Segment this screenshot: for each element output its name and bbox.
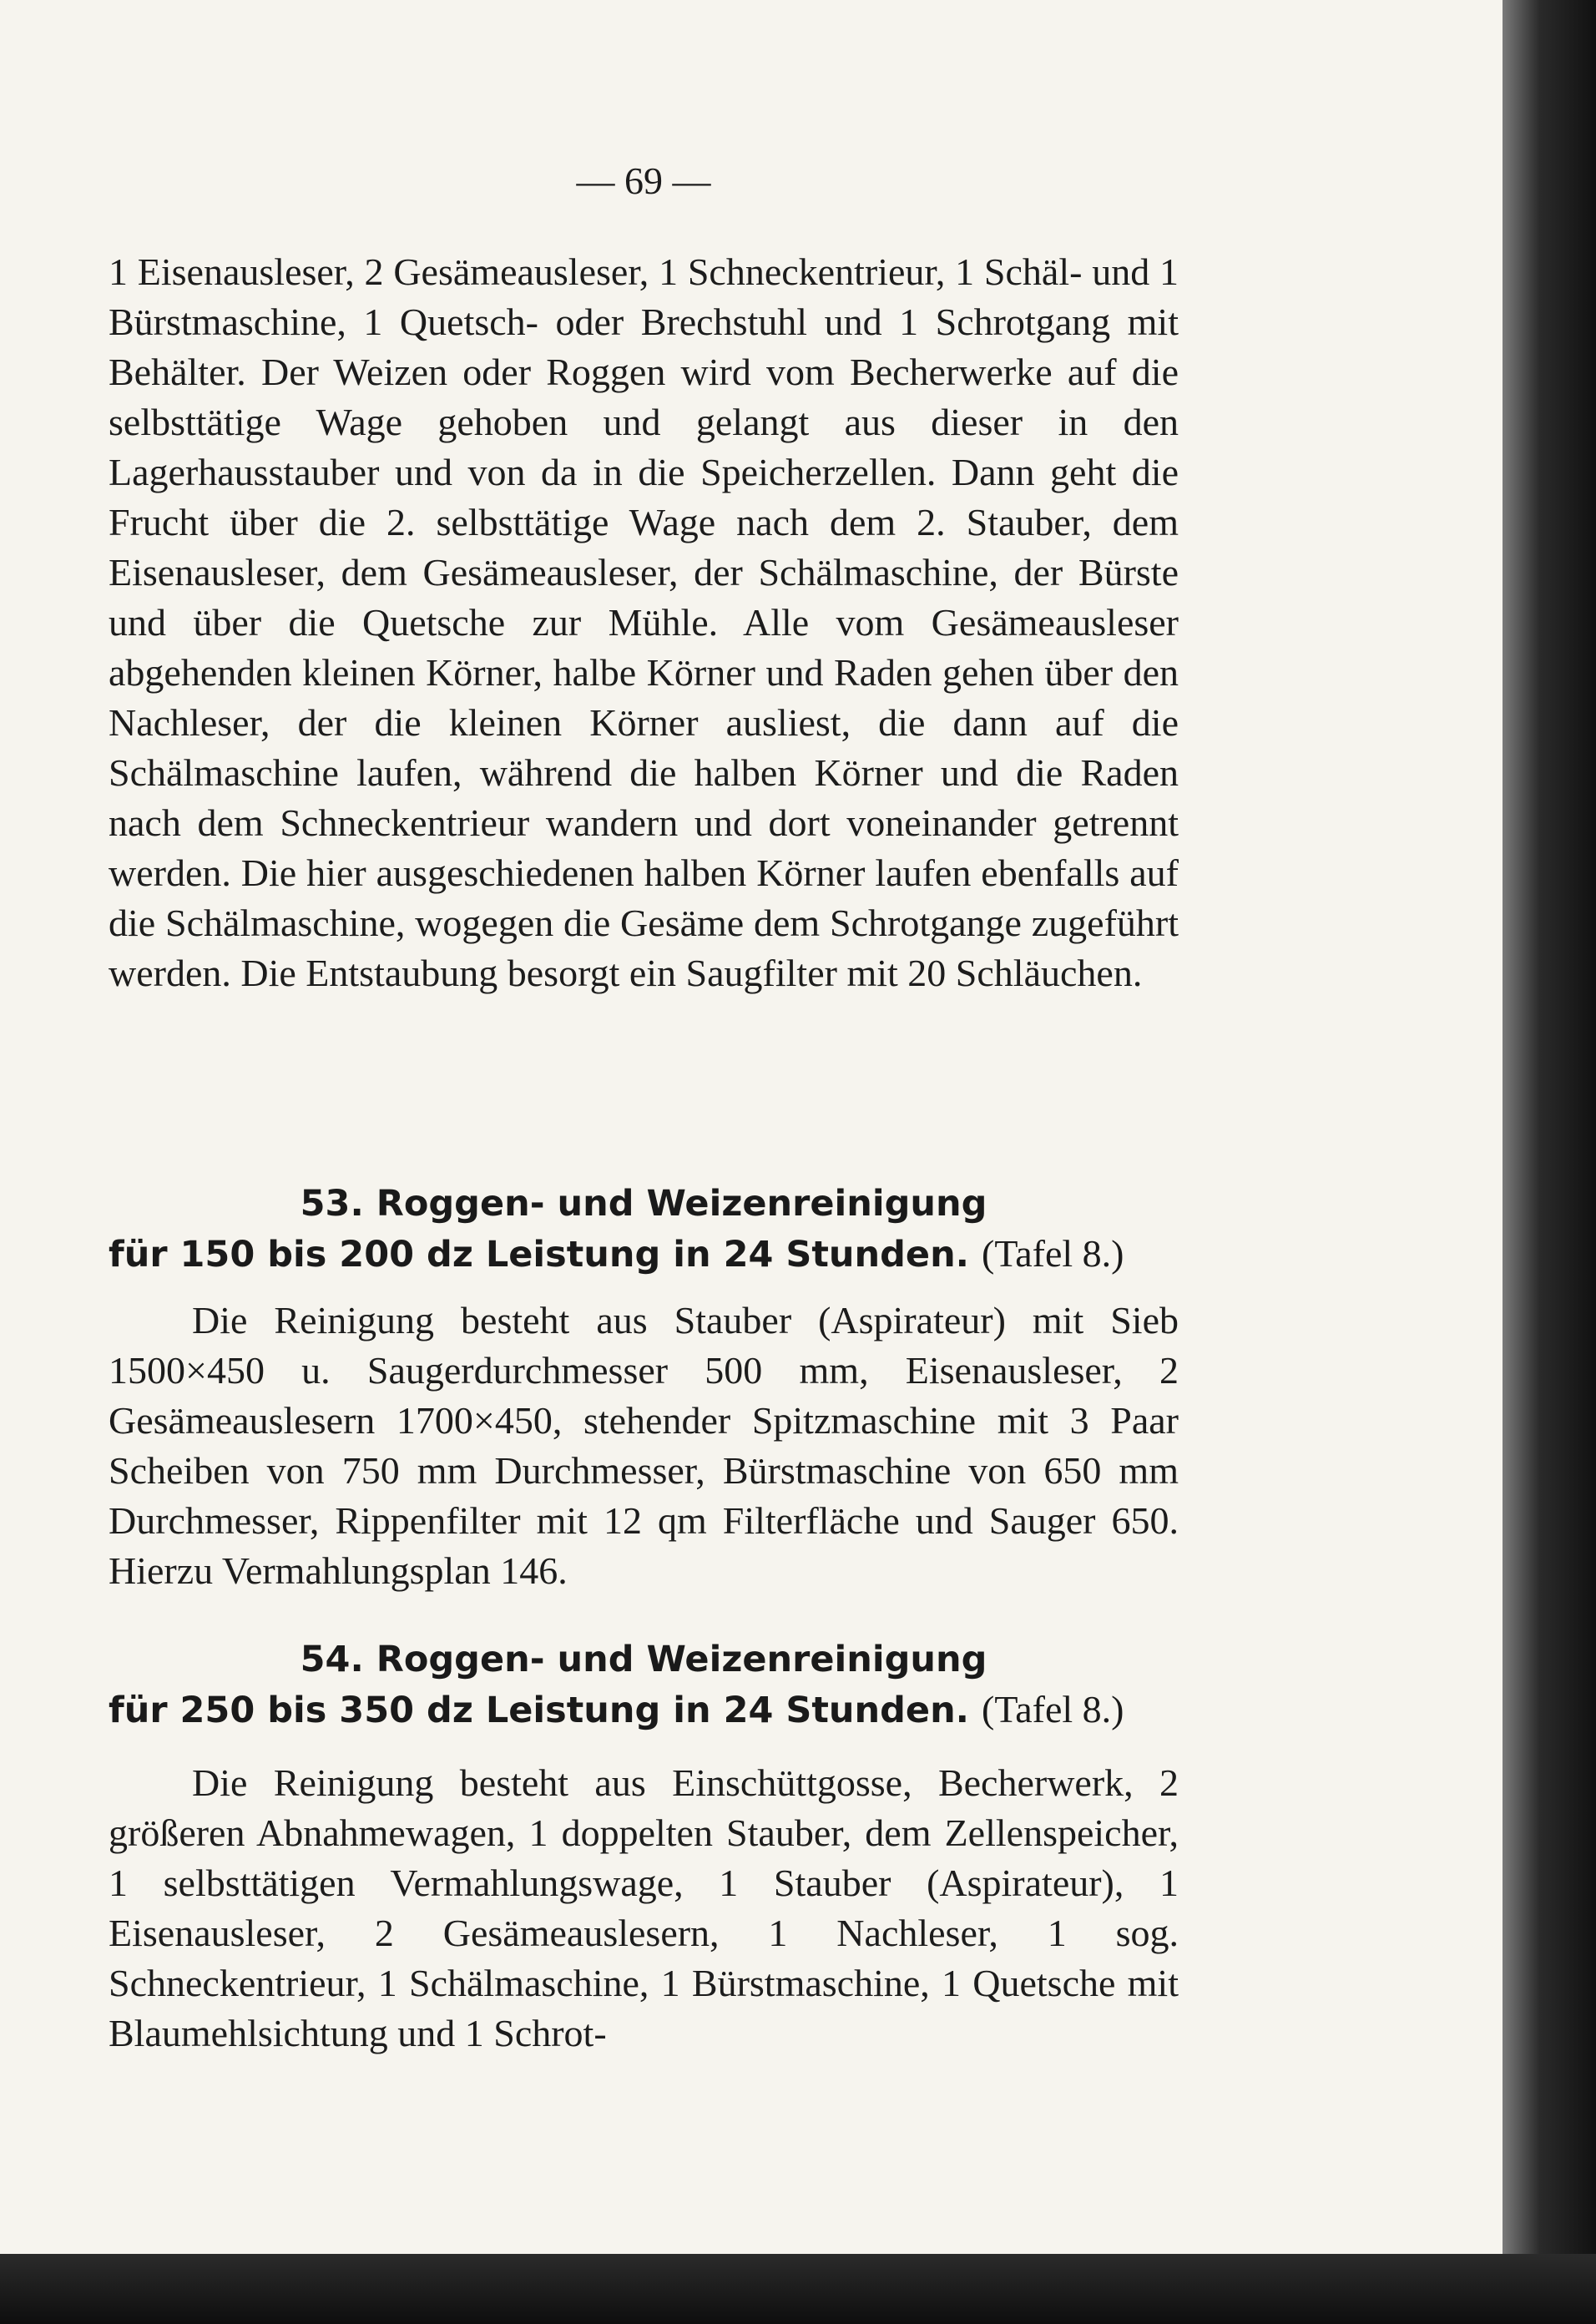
bottom-shadow (0, 2254, 1596, 2324)
section-53-body (109, 1296, 1179, 1596)
section-53-heading (109, 1179, 1179, 1280)
section-54-heading (109, 1634, 1179, 1735)
section-53-subtitle: für 150 bis 200 dz Leistung in 24 Stunden. (Tafel 8.) (109, 1232, 1124, 1276)
section-54-body (109, 1758, 1179, 2059)
section-53-title: 53. Roggen- und Weizenreinigung (300, 1183, 987, 1225)
intro-paragraph: 1 Eisenausleser, 2 Gesämeausleser, 1 Schneckentrieur, 1 Schäl- und 1 Bürstmaschine, 1 Quetsch- oder Brechstuhl und 1 Schrotgang mit Behälter. Der Weizen oder Roggen wird vom Becherwerke auf die selbsttätige Wage gehoben und gelangt aus dieser in den Lagerhausstauber und von da in die Speicherzellen. Dann geht die Frucht über die 2. selbsttätige Wage nach dem 2. Stauber, dem Eisenausleser, dem Gesämeausleser, der Schälmaschine, der Bürste und über die Quetsche zur Mühle. Alle vom Gesämeausleser abgehenden kleinen Körner, halbe Körner und Raden gehen über den Nachleser, der die kleinen Körner ausliest, die dann auf die Schälmaschine laufen, während die halben Körner und die Raden nach dem Schneckentrieur wandern und dort voneinander getrennt werden. Die hier ausgeschiedenen halben Körner laufen ebenfalls auf die Schälmaschine, wogegen die Gesäme dem Schrotgange zugeführt werden. Die Entstaubung besorgt ein Saugfilter mit 20 Schläuchen. (109, 250, 1179, 994)
book-spine-shadow (1503, 0, 1596, 2324)
page-number: — 69 — (576, 159, 711, 202)
section-54-subtitle: für 250 bis 350 dz Leistung in 24 Stunden. (Tafel 8.) (109, 1688, 1124, 1731)
section-54-tafel: (Tafel 8.) (982, 1688, 1124, 1730)
section-53-paragraph: Die Reinigung besteht aus Stauber (Aspirateur) mit Sieb 1500×450 u. Saugerdurchmesser 500 mm, Eisenausleser, 2 Gesämeauslesern 1700×450, stehender Spitzmaschine mit 3 Paar Scheiben von 750 mm Durchmesser, Bürstmaschine von 650 mm Durchmesser, Rippenfilter mit 12 qm Filterfläche und Sauger 650. Hierzu Vermahlungsplan 146. (109, 1299, 1179, 1592)
section-53-tafel: (Tafel 8.) (982, 1232, 1124, 1275)
section-54-paragraph: Die Reinigung besteht aus Einschüttgosse, Becherwerk, 2 größeren Abnahmewagen, 1 doppelten Stauber, dem Zellenspeicher, 1 selbsttätigen Vermahlungswage, 1 Stauber (Aspirateur), 1 Eisenausleser, 2 Gesämeauslesern, 1 Nachleser, 1 sog. Schneckentrieur, 1 Schälmaschine, 1 Bürstmaschine, 1 Quetsche mit Blaumehlsichtung und 1 Schrot- (109, 1761, 1179, 2054)
section-54-title: 54. Roggen- und Weizenreinigung (300, 1639, 987, 1680)
